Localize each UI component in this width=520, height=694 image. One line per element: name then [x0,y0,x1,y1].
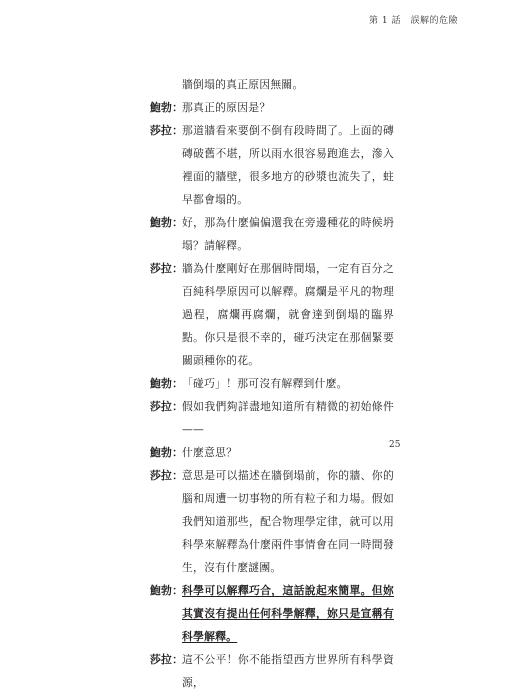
speaker-label: 鮑勃： [150,446,184,459]
speaker-label: 莎拉： [150,469,184,482]
utterance-text: 那真正的原因是？ [182,101,271,114]
utterance-text: 假如我們夠詳盡地知道所有精微的初始條件—— [182,400,394,436]
speaker-label: 莎拉： [150,262,184,275]
utterance-text: 那道牆看來要倒不倒有段時間了。上面的磚磚破舊不堪，所以雨水很容易跑進去，滲入裡面的牆壁，很多地方的砂漿也流失了，蛀早都會塌的。 [182,124,394,206]
dialogue-line [150,579,394,648]
utterance-text: 意思是可以描述在牆倒塌前，你的牆、你的腦和周遭一切事物的所有粒子和力場。假如我們知道那些，配合物理學定律，就可以用科學來解釋為什麼兩件事情會在同一時間發生，沒有什麼謎團。 [182,469,394,574]
speaker-label: 鮑勃： [150,101,184,114]
utterance-text: 牆為什麼剛好在那個時間塌，一定有百分之百純科學原因可以解釋。腐爛是平凡的物理過程，腐爛再腐爛，就會達到倒塌的臨界點。你只是很不幸的，碰巧決定在那個緊要關頭種你的花。 [182,262,394,367]
dialogue-line [150,257,394,372]
dialogue-line [150,372,394,395]
dialogue-line [150,464,394,579]
dialogue-line [150,96,394,119]
speaker-label: 莎拉： [150,124,184,137]
dialogue-line [150,211,394,257]
page-number: 25 [389,440,401,450]
dialogue-line [150,73,394,96]
utterance-text: 「碰巧」！那可沒有解釋到什麼。 [182,377,348,390]
speaker-label: 莎拉： [150,653,184,666]
utterance-text: 這不公平！你不能指望西方世界所有科學資源， [182,653,394,689]
dialogue-line [150,441,394,464]
dialogue [150,73,394,694]
dialogue-line [150,395,394,441]
running-head: 第 1 話 誤解的危險 [369,16,458,26]
underlined-utterance-text: 科學可以解釋巧合，這話說起來簡單。但妳其實沒有提出任何科學解釋，妳只是宣稱有科學解釋。 [182,584,394,643]
speaker-label: 鮑勃： [150,584,184,597]
utterance-text: 牆倒塌的真正原因無關。 [182,78,304,91]
speaker-label: 鮑勃： [150,377,184,390]
speaker-label: 鮑勃： [150,216,184,229]
dialogue-line [150,119,394,211]
utterance-text: 好，那為什麼偏偏還我在旁邊種花的時候坍塌？請解釋。 [182,216,394,252]
dialogue-line [150,648,394,694]
utterance-text: 什麼意思？ [182,446,238,459]
speaker-label: 莎拉： [150,400,184,413]
